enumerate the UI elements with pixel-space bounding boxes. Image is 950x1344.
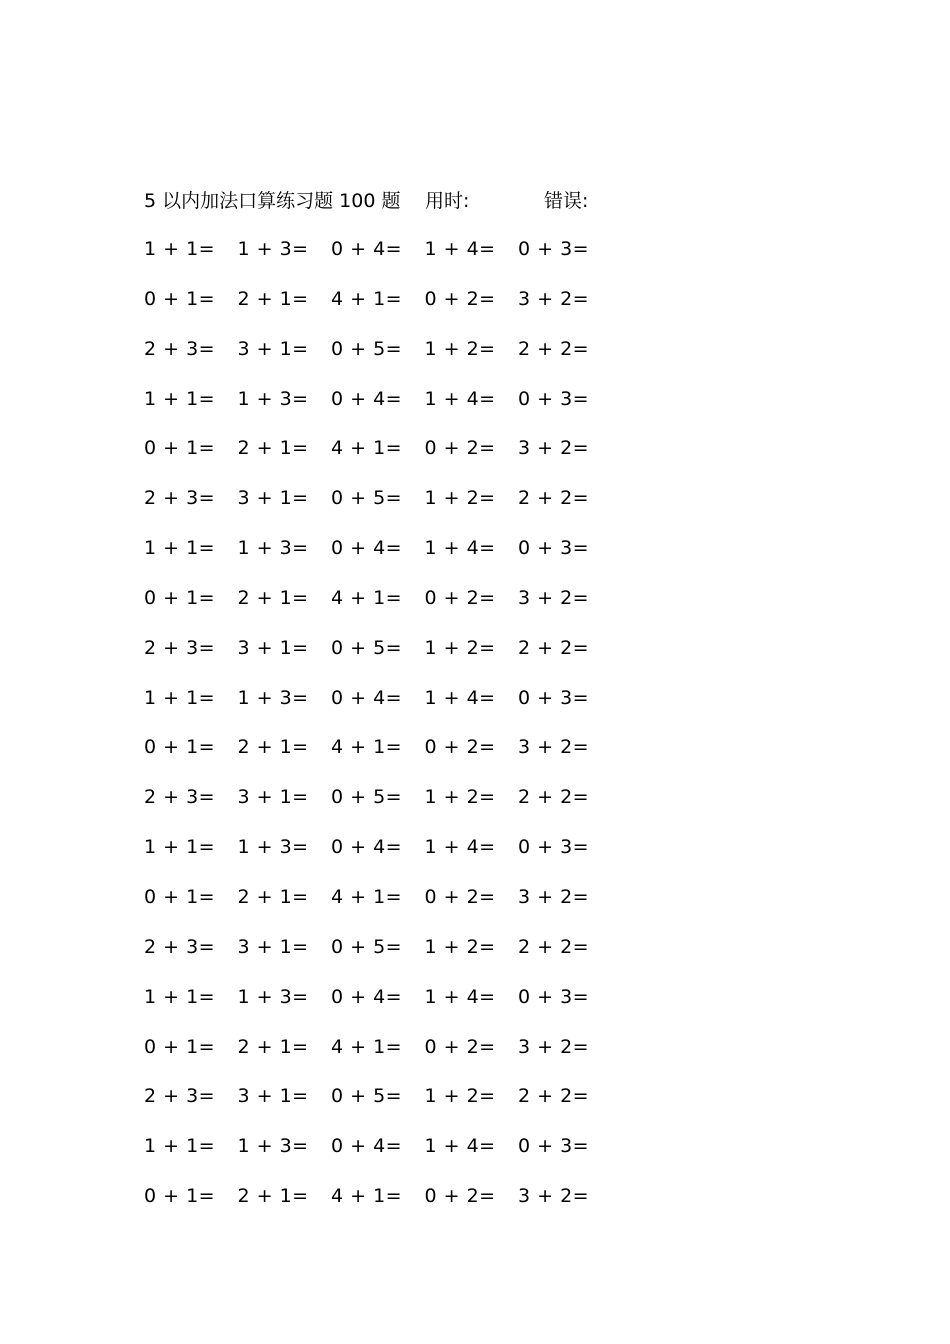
problem-item: 3 + 1=: [237, 935, 309, 958]
problem-item: 2 + 1=: [237, 736, 309, 759]
problem-item: 1 + 4=: [424, 1135, 496, 1158]
problem-item: 2 + 3=: [144, 636, 216, 659]
problem-item: 0 + 3=: [518, 1135, 590, 1158]
problem-row: [144, 1129, 624, 1179]
problem-item: 4 + 1=: [331, 586, 403, 609]
problem-row: [144, 1079, 624, 1129]
problem-row: [144, 930, 624, 980]
problem-item: 0 + 3=: [518, 985, 590, 1008]
problem-item: 0 + 4=: [331, 985, 403, 1008]
problem-item: 2 + 2=: [518, 636, 590, 659]
errors-label: 错误:: [544, 190, 589, 212]
problem-item: 3 + 1=: [237, 636, 309, 659]
problem-row: [144, 1179, 624, 1229]
problem-item: 4 + 1=: [331, 287, 403, 310]
problem-item: 3 + 2=: [518, 437, 590, 460]
problem-item: 1 + 2=: [424, 337, 496, 360]
problem-item: 2 + 1=: [237, 1185, 309, 1208]
problem-item: 0 + 4=: [331, 1135, 403, 1158]
problem-row: [144, 431, 624, 481]
problem-item: 0 + 5=: [331, 337, 403, 360]
problem-row: [144, 382, 624, 432]
problem-item: 0 + 1=: [144, 437, 216, 460]
problem-item: 3 + 2=: [518, 736, 590, 759]
problem-item: 2 + 3=: [144, 487, 216, 510]
problem-item: 1 + 2=: [424, 935, 496, 958]
problem-item: 0 + 1=: [144, 586, 216, 609]
problem-item: 0 + 3=: [518, 537, 590, 560]
problem-item: 1 + 3=: [237, 686, 309, 709]
problem-item: 2 + 3=: [144, 1085, 216, 1108]
problem-row: [144, 730, 624, 780]
problem-item: 0 + 4=: [331, 836, 403, 859]
problem-item: 1 + 2=: [424, 636, 496, 659]
problem-row: [144, 780, 624, 830]
problem-row: [144, 232, 624, 282]
problem-item: 3 + 2=: [518, 586, 590, 609]
problem-item: 0 + 4=: [331, 537, 403, 560]
problem-item: 3 + 1=: [237, 786, 309, 809]
problem-item: 0 + 2=: [424, 885, 496, 908]
problem-item: 1 + 3=: [237, 985, 309, 1008]
worksheet-header: [144, 186, 704, 216]
problem-row: [144, 481, 624, 531]
problem-item: 1 + 1=: [144, 238, 216, 260]
problem-item: 1 + 1=: [144, 836, 216, 859]
problem-item: 4 + 1=: [331, 1185, 403, 1208]
problem-item: 4 + 1=: [331, 437, 403, 460]
problem-item: 1 + 4=: [424, 836, 496, 859]
time-used-label: 用时:: [425, 190, 470, 212]
problem-row: [144, 681, 624, 731]
problem-item: 1 + 2=: [424, 487, 496, 510]
problem-item: 0 + 1=: [144, 287, 216, 310]
problem-item: 0 + 1=: [144, 1185, 216, 1208]
problem-item: 0 + 1=: [144, 736, 216, 759]
problem-item: 0 + 5=: [331, 786, 403, 809]
problem-item: 1 + 2=: [424, 1085, 496, 1108]
problem-item: 0 + 2=: [424, 1035, 496, 1058]
problem-item: 1 + 1=: [144, 387, 216, 410]
problem-item: 1 + 1=: [144, 537, 216, 560]
problem-item: 2 + 1=: [237, 287, 309, 310]
problem-item: 0 + 2=: [424, 586, 496, 609]
problem-item: 2 + 1=: [237, 437, 309, 460]
problem-item: 0 + 5=: [331, 935, 403, 958]
problem-item: 0 + 4=: [331, 387, 403, 410]
problem-item: 0 + 5=: [331, 487, 403, 510]
problem-item: 3 + 1=: [237, 1085, 309, 1108]
problem-item: 1 + 3=: [237, 238, 309, 260]
problem-item: 1 + 3=: [237, 387, 309, 410]
problem-item: 1 + 4=: [424, 537, 496, 560]
problem-item: 2 + 2=: [518, 786, 590, 809]
problem-item: 1 + 4=: [424, 686, 496, 709]
problem-item: 2 + 3=: [144, 337, 216, 360]
problem-item: 2 + 3=: [144, 935, 216, 958]
problem-item: 0 + 2=: [424, 287, 496, 310]
problem-item: 0 + 1=: [144, 1035, 216, 1058]
problem-row: [144, 880, 624, 930]
problem-item: 3 + 2=: [518, 885, 590, 908]
problem-row: [144, 1030, 624, 1080]
problem-item: 0 + 1=: [144, 885, 216, 908]
problem-item: 4 + 1=: [331, 736, 403, 759]
problem-item: 0 + 3=: [518, 686, 590, 709]
problem-row: [144, 332, 624, 382]
problem-row: [144, 830, 624, 880]
problem-item: 0 + 2=: [424, 437, 496, 460]
problem-item: 2 + 2=: [518, 935, 590, 958]
problem-item: 0 + 4=: [331, 238, 403, 260]
problem-row: [144, 581, 624, 631]
problem-row: [144, 631, 624, 681]
problem-item: 2 + 2=: [518, 487, 590, 510]
problem-item: 4 + 1=: [331, 885, 403, 908]
problem-item: 2 + 3=: [144, 786, 216, 809]
problem-item: 0 + 3=: [518, 238, 590, 260]
problem-item: 3 + 1=: [237, 337, 309, 360]
problem-item: 1 + 3=: [237, 836, 309, 859]
problem-item: 1 + 2=: [424, 786, 496, 809]
problem-item: 1 + 4=: [424, 985, 496, 1008]
problem-item: 2 + 2=: [518, 337, 590, 360]
problem-item: 0 + 2=: [424, 1185, 496, 1208]
problem-item: 2 + 2=: [518, 1085, 590, 1108]
problem-item: 2 + 1=: [237, 885, 309, 908]
problem-item: 0 + 4=: [331, 686, 403, 709]
problem-item: 1 + 1=: [144, 985, 216, 1008]
problem-item: 0 + 5=: [331, 636, 403, 659]
problem-item: 1 + 3=: [237, 1135, 309, 1158]
problem-item: 3 + 2=: [518, 1035, 590, 1058]
problem-item: 3 + 2=: [518, 287, 590, 310]
problem-item: 1 + 4=: [424, 238, 496, 260]
worksheet-title: 5 以内加法口算练习题 100 题: [144, 190, 401, 212]
problem-item: 2 + 1=: [237, 586, 309, 609]
problem-row: [144, 980, 624, 1030]
problem-item: 1 + 1=: [144, 1135, 216, 1158]
problem-item: 3 + 1=: [237, 487, 309, 510]
problem-item: 1 + 3=: [237, 537, 309, 560]
problem-item: 0 + 3=: [518, 836, 590, 859]
problem-item: 0 + 3=: [518, 387, 590, 410]
problem-item: 4 + 1=: [331, 1035, 403, 1058]
problem-item: 2 + 1=: [237, 1035, 309, 1058]
problem-item: 3 + 2=: [518, 1185, 590, 1208]
problem-row: [144, 282, 624, 332]
problem-item: 0 + 5=: [331, 1085, 403, 1108]
problem-item: 0 + 2=: [424, 736, 496, 759]
problem-item: 1 + 1=: [144, 686, 216, 709]
problem-item: 1 + 4=: [424, 387, 496, 410]
problem-row: [144, 531, 624, 581]
problem-grid: [144, 232, 624, 1229]
